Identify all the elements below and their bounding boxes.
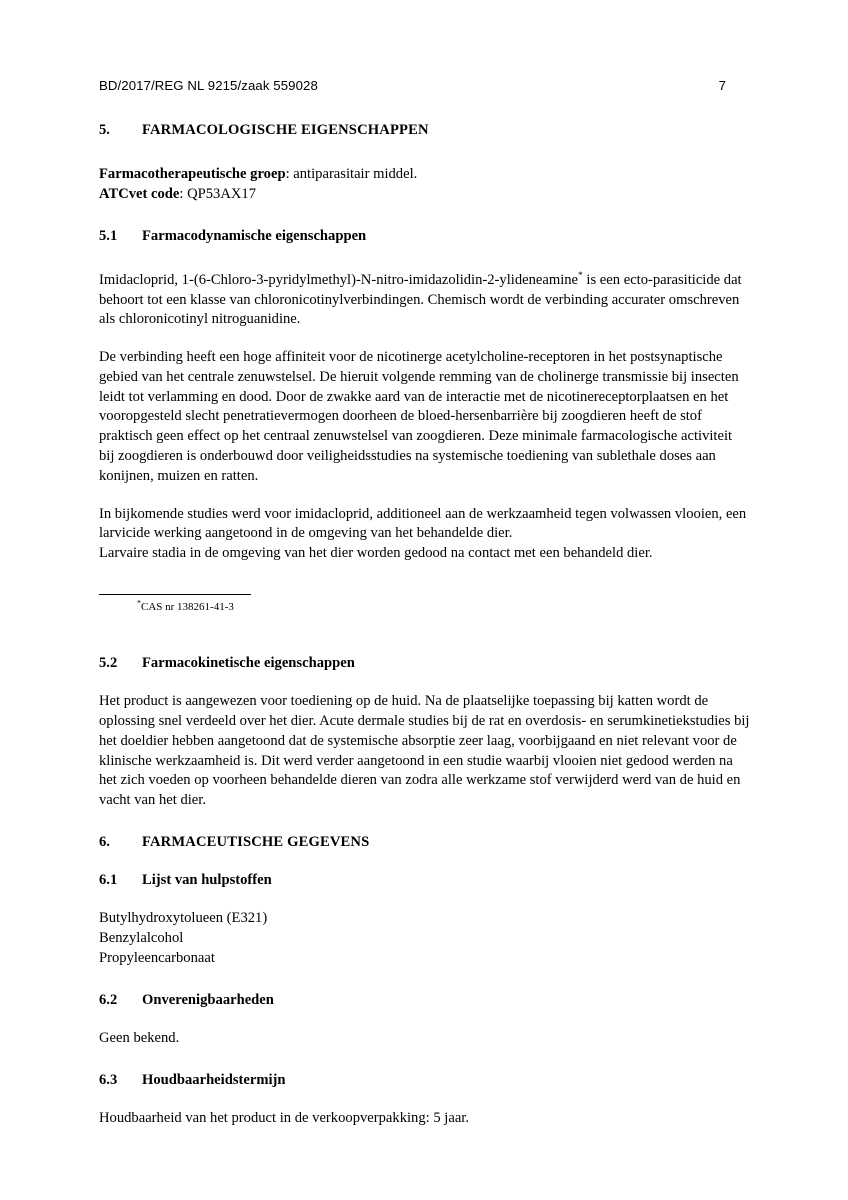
atcvet-code-value: : QP53AX17 [179, 185, 257, 202]
paragraph-larval-stages: Larvaire stadia in de omgeving van het dier worden gedood na contact met een behandeld dier. [99, 545, 653, 562]
list-item: Propyleencarbonaat [99, 949, 215, 966]
page-number: 7 [718, 78, 726, 93]
section-title-6-2: Onverenigbaarheden [142, 991, 274, 1008]
pharmacotherapeutic-group-line [99, 165, 751, 185]
section-heading-6-2 [99, 991, 751, 1009]
section-title-5: FARMACOLOGISCHE EIGENSCHAPPEN [142, 121, 429, 138]
paragraph-incompatibilities: Geen bekend. [99, 1029, 180, 1046]
pharmacotherapeutic-group-label: Farmacotherapeutische groep [99, 166, 286, 183]
page-content [99, 78, 751, 1129]
footnote-cas-number [99, 600, 751, 614]
excipient-list [99, 909, 751, 968]
section-title-6-1: Lijst van hulpstoffen [142, 872, 272, 889]
section-title-5-2: Farmacokinetische eigenschappen [142, 655, 355, 672]
section-number-5-1: 5.1 [99, 227, 118, 244]
section-heading-5 [99, 121, 751, 139]
pharmacotherapeutic-group-value: : antiparasitair middel. [285, 166, 418, 183]
imidacloprid-chemical-name: Imidacloprid, 1-(6-Chloro-3-pyridylmethyl)-N-nitro-imidazolidin-2-ylideneamine [99, 271, 579, 288]
footnote-text: CAS nr 138261-41-3 [141, 600, 234, 613]
atcvet-code-label: ATCvet code [99, 185, 180, 202]
section-number-6: 6. [99, 833, 110, 850]
section-heading-5-2 [99, 654, 751, 672]
section-heading-5-1 [99, 227, 751, 245]
section-heading-6-3 [99, 1071, 751, 1089]
footnote-mark: * [137, 598, 141, 608]
section-title-5-1: Farmacodynamische eigenschappen [142, 227, 367, 244]
section-heading-6-1 [99, 871, 751, 889]
list-item: Benzylalcohol [99, 930, 184, 947]
list-item: Butylhydroxytolueen (E321) [99, 910, 268, 927]
footnote-reference-mark: * [578, 270, 583, 281]
document-header [99, 78, 751, 94]
paragraph-pharmacokinetics: Het product is aangewezen voor toediening op de huid. Na de plaatselijke toepassing bij katten wordt de oplossing snel verdeeld over het dier. Acute dermale studies bij de rat en overdosis- en serumkinetiekstudies bij het doeldier hebben aangetoond dat de systemische absorptie zeer laag, voorbijgaand en niet relevant voor de klinische werkzaamheid is. Dit werd verder aangetoond in een studie waarbij vlooien niet gedood werden na het zich voeden op voorheen behandelde dieren van zodra alle werkzame stof verwijderd werd van de huid en vacht van het dier. [99, 693, 750, 809]
footnote-separator [99, 594, 251, 595]
paragraph-larvicidal-activity: In bijkomende studies werd voor imidacloprid, additioneel aan de werkzaamheid tegen volwassen vlooien, een larvicide werking aangetoond in de omgeving van het behandelde dier. [99, 505, 747, 542]
paragraph-mechanism-of-action: De verbinding heeft een hoge affiniteit voor de nicotinerge acetylcholine-receptoren in het postsynaptische gebied van het centrale zenuwstelsel. De hieruit volgende remming van de cholinerge transmissie bij insecten leidt tot verlamming en dood. Door de zwakke aard van de interactie met de nicotinereceptorplaatsen en het vooropgesteld slecht penetratievermogen doorheen de bloed-hersenbarrière bij zoogdieren heeft de stof praktisch geen effect op het centraal zenuwstelsel van zoogdieren. Deze minimale farmacologische activiteit bij zoogdieren is onderbouwd door veiligheidsstudies na systemische toediening van sublethale doses aan konijnen, muizen en ratten. [99, 349, 739, 484]
section-number-5-2: 5.2 [99, 655, 118, 672]
atcvet-code-line [99, 185, 751, 205]
section-heading-6 [99, 833, 751, 851]
paragraph-shelf-life: Houdbaarheid van het product in de verkoopverpakking: 5 jaar. [99, 1109, 469, 1126]
section-number-5: 5. [99, 121, 110, 138]
section-title-6: FARMACEUTISCHE GEGEVENS [142, 833, 370, 850]
paragraph-imidacloprid-definition [99, 271, 751, 330]
section-title-6-3: Houdbaarheidstermijn [142, 1071, 286, 1088]
document-reference: BD/2017/REG NL 9215/zaak 559028 [99, 78, 318, 93]
section-number-6-2: 6.2 [99, 991, 118, 1008]
section-number-6-1: 6.1 [99, 872, 118, 889]
imidacloprid-description: is een ecto-parasiticide dat behoort tot een klasse van chloronicotinylverbindingen. Chemisch wordt de verbinding accurater omschreven als chloronicotinyl nitroguanidine. [99, 271, 742, 328]
section-number-6-3: 6.3 [99, 1071, 118, 1088]
